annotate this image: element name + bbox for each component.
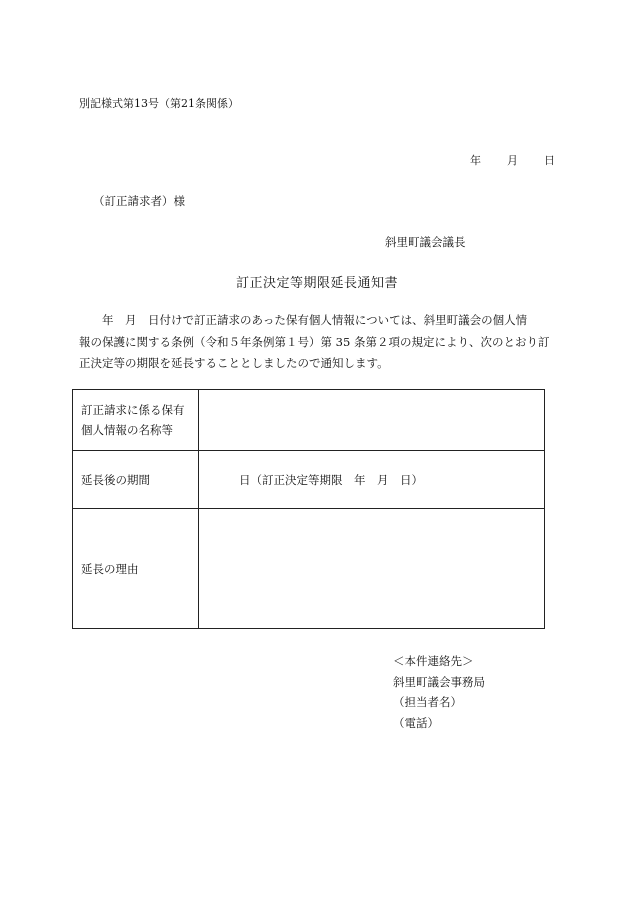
info-table: [72, 389, 545, 629]
date-year: 年: [470, 154, 481, 167]
record-name-label: [73, 390, 199, 451]
document-title: 訂正決定等期限延長通知書: [236, 276, 399, 291]
record-name-label-line-2: 個人情報の名称等: [81, 423, 173, 437]
contact-person: （担当者名）: [393, 695, 462, 709]
extension-reason-label: 延長の理由: [73, 509, 199, 629]
form-number: 別記様式第13号（第21条関係）: [79, 97, 239, 110]
date-line: [470, 152, 555, 168]
extended-period-label: 延長後の期間: [73, 451, 199, 509]
record-name-label-line-1: 訂正請求に係る保有: [81, 403, 185, 417]
record-name-value[interactable]: [199, 390, 545, 451]
extension-reason-value[interactable]: [199, 509, 545, 629]
table-row-extension-reason: [73, 509, 545, 629]
contact-heading: ＜本件連絡先＞: [393, 654, 474, 668]
contact-phone: （電話）: [393, 715, 439, 730]
table-row-record-name: [73, 390, 545, 451]
body-line-2: 報の保護に関する条例（令和５年条例第１号）第 35 条第２項の規定により、次のとおり訂: [79, 334, 550, 349]
extended-period-value[interactable]: 日（訂正決定等期限 年 月 日）: [199, 451, 545, 509]
date-day: 日: [544, 154, 555, 167]
contact-block: [393, 651, 485, 733]
contact-office: 斜里町議会事務局: [393, 674, 485, 689]
body-line-1: 年 月 日付けで訂正請求のあった保有個人情報については、斜里町議会の個人情: [79, 313, 528, 327]
body-text: [79, 310, 549, 375]
issuer: 斜里町議会議長: [385, 235, 466, 249]
recipient: （訂正請求者）様: [93, 194, 185, 208]
table-row-extended-period: [73, 451, 545, 509]
date-month: 月: [507, 154, 518, 167]
body-line-3: 正決定等の期限を延長することとしましたので通知します。: [79, 356, 389, 370]
